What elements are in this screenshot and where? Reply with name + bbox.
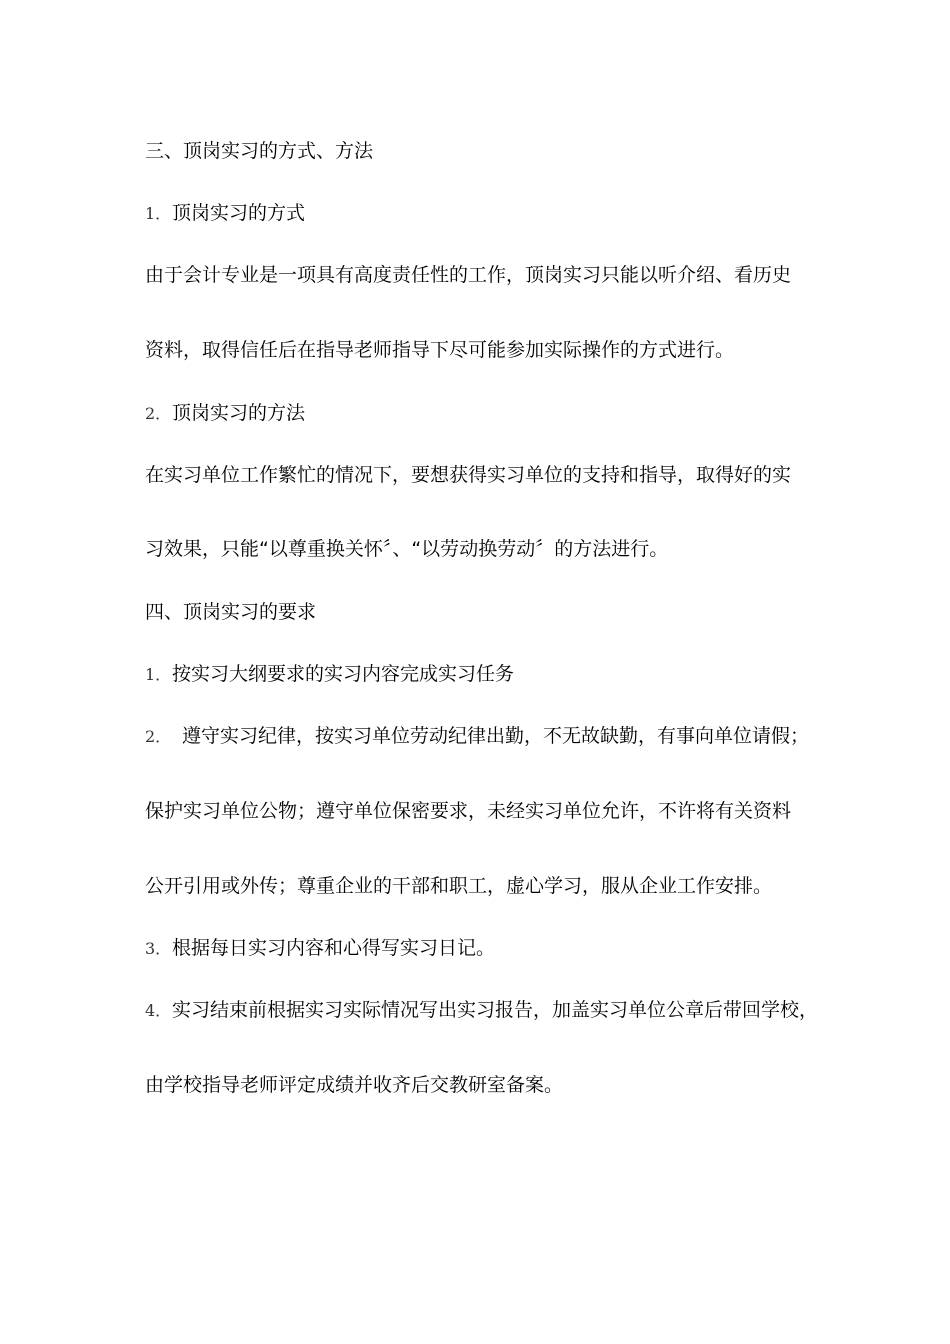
- section3-item2-title: 2．顶岗实习的方法: [145, 402, 306, 424]
- section4-item4-line1: 4．实习结束前根据实习实际情况写出实习报告，加盖实习单位公章后带回学校，: [145, 999, 819, 1021]
- item-number: 3．: [145, 939, 172, 958]
- section4-item2-line3: 公开引用或外传；尊重企业的干部和职工，虚心学习，服从企业工作安排。: [145, 875, 773, 897]
- item-number: 1．: [145, 665, 172, 684]
- section4-item4-line2: 由学校指导老师评定成绩并收齐后交教研室备案。: [145, 1074, 564, 1096]
- section4-heading: 四、顶岗实习的要求: [145, 601, 317, 623]
- section4-item1: 1．按实习大纲要求的实习内容完成实习任务: [145, 663, 515, 685]
- section3-item2-paragraph-line2: 习效果，只能“以尊重换关怀〞、“以劳动换劳动〞的方法进行。: [145, 538, 669, 560]
- section4-item3: 3．根据每日实习内容和心得写实习日记。: [145, 937, 496, 959]
- section3-heading: 三、顶岗实习的方式、方法: [145, 140, 374, 162]
- section3-item1-paragraph-line2: 资料，取得信任后在指导老师指导下尽可能参加实际操作的方式进行。: [145, 339, 735, 361]
- section4-item2-line1: 2． 遵守实习纪律，按实习单位劳动纪律出勤，不无故缺勤，有事向单位请假；: [145, 725, 810, 747]
- section4-item2-line2: 保护实习单位公物；遵守单位保密要求，未经实习单位允许，不许将有关资料: [145, 800, 792, 822]
- section3-item1-title: 1．顶岗实习的方式: [145, 202, 306, 224]
- section3-item2-paragraph-line1: 在实习单位工作繁忙的情况下，要想获得实习单位的支持和指导，取得好的实: [145, 464, 792, 486]
- item-number: 1．: [145, 204, 172, 223]
- item-number: 2．: [145, 404, 172, 423]
- section3-item1-paragraph-line1: 由于会计专业是一项具有高度责任性的工作，顶岗实习只能以听介绍、看历史: [145, 264, 792, 286]
- item-number: 2．: [145, 727, 172, 746]
- item-number: 4．: [145, 1001, 172, 1020]
